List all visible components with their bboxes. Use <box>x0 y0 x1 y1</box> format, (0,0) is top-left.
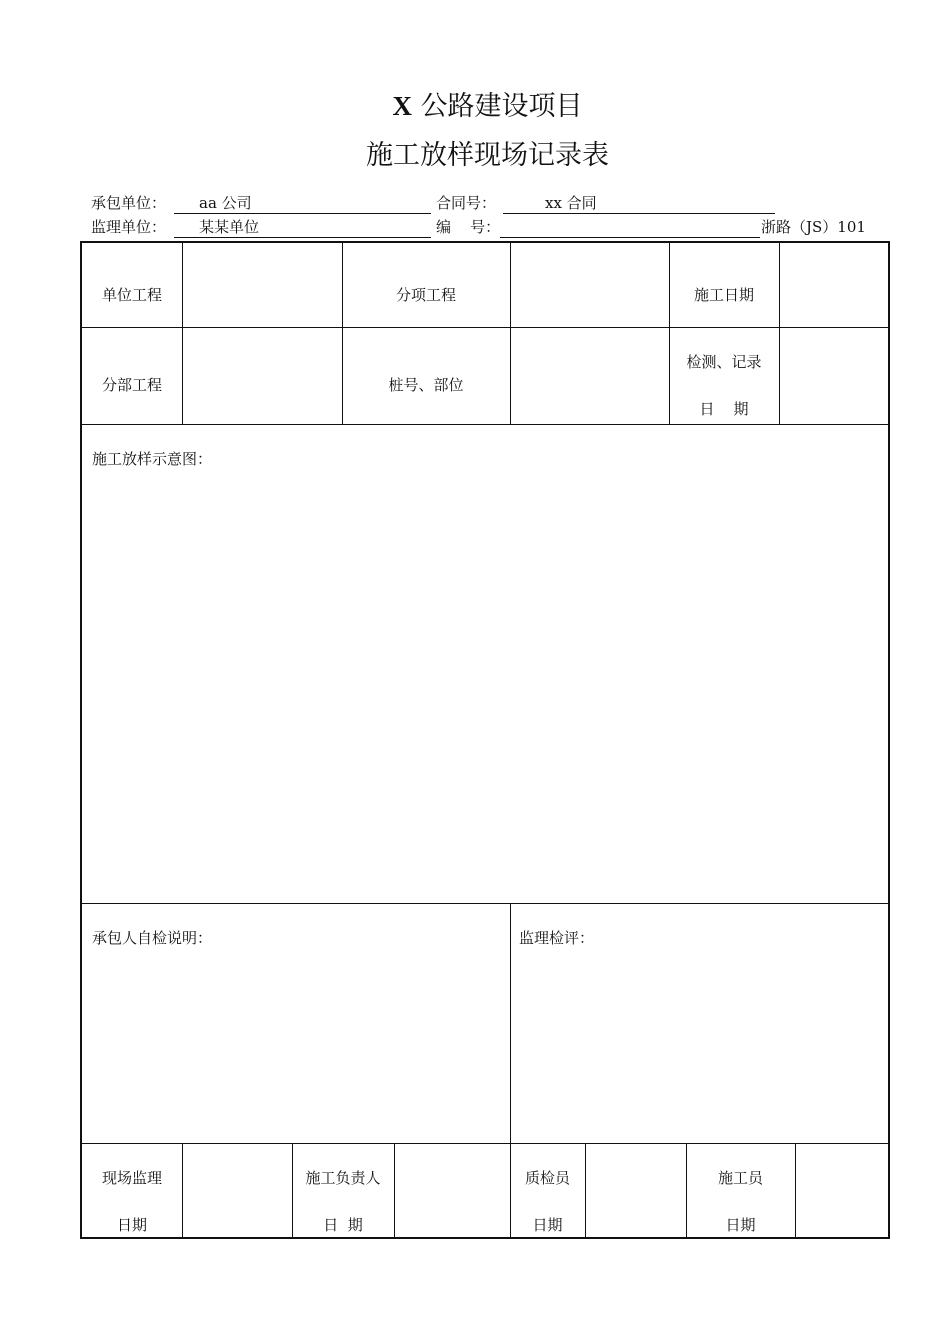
contractor-label: 承包单位： <box>91 194 167 212</box>
contractor-value: aa 公司 <box>199 194 252 212</box>
construction-leader-date-label: 日 期 <box>323 1216 363 1234</box>
col-divider-a <box>182 243 183 424</box>
row-divider-2 <box>82 424 888 425</box>
serial-field <box>500 217 760 238</box>
row-divider-3 <box>82 903 888 904</box>
division-project-label: 分部工程 <box>101 376 162 394</box>
sketch-area[interactable] <box>92 479 878 889</box>
contract-no-field <box>503 193 775 214</box>
construction-leader-sign[interactable] <box>394 1173 510 1213</box>
sub-item-project-value[interactable] <box>510 275 669 295</box>
unit-project-value[interactable] <box>182 275 342 295</box>
serial-label: 编 号： <box>436 218 501 236</box>
page-title <box>0 86 950 127</box>
station-location-value[interactable] <box>510 365 669 385</box>
page-subtitle: 施工放样现场记录表 <box>366 140 609 171</box>
inspect-record-label: 检测、记录 <box>686 353 762 371</box>
contractor-self-check-label: 承包人自检说明： <box>92 929 213 947</box>
contract-no-label: 合同号： <box>436 194 497 212</box>
form-code: 浙路（JS）101 <box>761 218 866 236</box>
col-divider-c <box>510 243 511 424</box>
row-divider-4 <box>82 1143 888 1144</box>
supervisor-value: 某某单位 <box>199 218 260 236</box>
supervision-review-area[interactable] <box>519 955 879 1135</box>
constructor-label: 施工员 <box>717 1169 763 1187</box>
contractor-self-check-area[interactable] <box>92 955 502 1135</box>
sub-item-project-label: 分项工程 <box>395 286 456 304</box>
col-divider-b <box>342 243 343 424</box>
site-supervisor-date-label: 日期 <box>116 1216 147 1234</box>
row-divider-1 <box>82 327 888 328</box>
inspect-date-value[interactable] <box>779 365 888 385</box>
site-supervisor-label: 现场监理 <box>101 1169 162 1187</box>
contract-no-value: xx 合同 <box>545 194 597 212</box>
col-divider-mid <box>510 903 511 1239</box>
supervision-review-label: 监理检评： <box>519 929 595 947</box>
inspect-date-label: 日 期 <box>699 400 749 418</box>
quality-inspector-date-label: 日期 <box>532 1216 563 1234</box>
unit-project-label: 单位工程 <box>101 286 162 304</box>
col-divider-e <box>779 243 780 424</box>
col-divider-d <box>669 243 670 424</box>
title-prefix: X <box>392 91 412 121</box>
quality-inspector-label: 质检员 <box>524 1169 570 1187</box>
construction-leader-label: 施工负责人 <box>305 1169 381 1187</box>
quality-inspector-sign[interactable] <box>585 1173 686 1213</box>
supervisor-label: 监理单位： <box>91 218 167 236</box>
supervisor-field <box>174 217 431 238</box>
constructor-date-label: 日期 <box>725 1216 756 1234</box>
sketch-label: 施工放样示意图： <box>92 450 213 468</box>
record-table <box>80 241 890 1239</box>
construction-date-label: 施工日期 <box>693 286 754 304</box>
division-project-value[interactable] <box>182 365 342 385</box>
station-location-label: 桩号、部位 <box>388 376 464 394</box>
title-rest: 公路建设项目 <box>411 91 583 122</box>
site-supervisor-sign[interactable] <box>182 1173 292 1213</box>
contractor-field <box>174 193 431 214</box>
constructor-sign[interactable] <box>795 1173 888 1213</box>
construction-date-value[interactable] <box>779 275 888 295</box>
